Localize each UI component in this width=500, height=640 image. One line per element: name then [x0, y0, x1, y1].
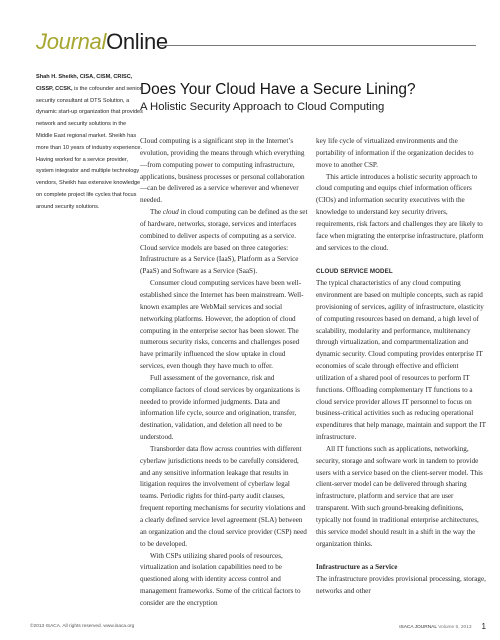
publication-name: ISACA JOURNAL	[399, 625, 437, 630]
text-run: The	[150, 208, 163, 217]
article-title: Does Your Cloud Have a Secure Lining?	[140, 81, 416, 98]
paragraph: Full assessment of the governance, risk and compliance factors of cloud services by organizations is needed to provide informed judgments. Data and information life cycle, source and origination, transfer, destination, validation, and deletion all need to be understood.	[140, 373, 300, 442]
article-subtitle: A Holistic Security Approach to Cloud Computing	[140, 101, 385, 113]
brand-online-text: Online	[106, 29, 168, 54]
paragraph: This article introduces a holistic security approach to cloud computing and equips chief information officers (CIOs) and information security executives with the knowledge to understand key security drivers, requirements, risk factors and challenges they are likely to face when migrating the enterprise infrastructure, platform and services to the cloud.	[316, 172, 484, 252]
article-column-left	[140, 136, 308, 610]
journal-online-logo	[36, 30, 168, 54]
emphasis-cloud: cloud	[162, 208, 179, 217]
subsection-heading: Infrastructure as a Service	[316, 563, 398, 572]
header-rule	[160, 45, 476, 46]
text-run: in cloud computing can be defined as the set of hardware, networks, storage, services and interfaces combined to deliver aspects of computing as a service. Cloud service models are based on three categories: Infrastructure as a Service (IaaS), Platform as a Service (PaaS) and Software as a Service (SaaS).	[140, 208, 308, 276]
paragraph: All IT functions such as applications, networking, security, storage and software work in tandem to provide users with a service based on the client-server model. This client-server model can be delivered through sharing infrastructure, platform and service that are user transparent. With such ground-breaking definitions, typically not found in traditional enterprise architectures, this service model should result in a shift in the way the organization thinks.	[316, 444, 483, 548]
article-column-right	[316, 136, 488, 598]
page-footer	[30, 621, 486, 633]
paragraph: Cloud computing is a significant step in the Internet’s evolution, providing the means through which everything—from computing power to computing infrastructure, applications, business processes or personal collaboration—can be delivered as a service wherever and whenever needed.	[140, 137, 305, 205]
paragraph	[140, 207, 308, 278]
paragraph: Transborder data flow across countries with different cyberlaw jurisdictions needs to be carefully considered, and any sensitive information leakage that results in litigation requires the involvement of cyberlaw legal teams. Periodic rights for third-party audit clauses, frequent reporting mechanisms for security violations and a clearly defined service level agreement (SLA) between an organization and the cloud service provider (CSP) need to be developed.	[140, 444, 307, 548]
paragraph: Consumer cloud computing services have been well-established since the Internet has been mainstream. Well-known examples are WebMail services and social networking platforms. However, the adoption of cloud computing in the enterprise sector has been slower. The numerous security risks, concerns and challenges posed have primarily influenced the slow uptake in cloud services, even though they have much to offer.	[140, 279, 304, 371]
brand-journal-text: Journal	[36, 29, 107, 54]
paragraph: The typical characteristics of any cloud computing environment are based on multiple concepts, such as rapid provisioning of services, agility of infrastructure, elasticity of computing resources based on demand, a high level of scalability, modularity and performance, multitenancy through virtualization, and compartmentalization and dynamic security. Cloud computing provides enterprise IT economies of scale through effective and efficient utilization of a shared pool of resources to perform IT functions. Offloading complementary IT functions to a cloud service provider allows IT personnel to focus on business-critical activities such as reducing operational expenditures that help manage, maintain and support the IT infrastructure.	[316, 279, 486, 442]
author-bio: is the cofounder and senior security consultant at DTS Solution, a dynamic start-up organization that provides network and security solutions in the Middle East regional market. Sheikh has more than 10 years of industry experience. Having worked for a service provider, system integrator and multiple technology vendors, Sheikh has extensive knowledge on complete project life cycles that focus around security solutions.	[36, 85, 143, 210]
author-bio-sidebar	[36, 72, 144, 214]
footer-publication-info	[399, 621, 486, 634]
paragraph: The infrastructure provides provisional processing, storage, networks and other	[316, 575, 486, 596]
section-heading: CLOUD SERVICE MODEL	[316, 268, 393, 276]
volume-info: Volume 5, 2013	[436, 625, 472, 630]
paragraph: With CSPs utilizing shared pools of resources, virtualization and isolation capabilities need to be questioned along with identity access control and management frameworks. Some of the critical factors to consider are the encryption	[140, 551, 301, 607]
journal-header	[36, 30, 476, 54]
copyright-notice: ©2013 ISACA. All rights reserved. www.isaca.org	[30, 624, 135, 629]
author-name: Shah H. Sheikh, CISA, CISM, CRISC, CISSP, CCSK,	[36, 74, 133, 92]
page-number: 1	[481, 622, 486, 631]
paragraph: key life cycle of virtualized environments and the portability of information if the organization decides to move to another CSP.	[316, 137, 474, 169]
